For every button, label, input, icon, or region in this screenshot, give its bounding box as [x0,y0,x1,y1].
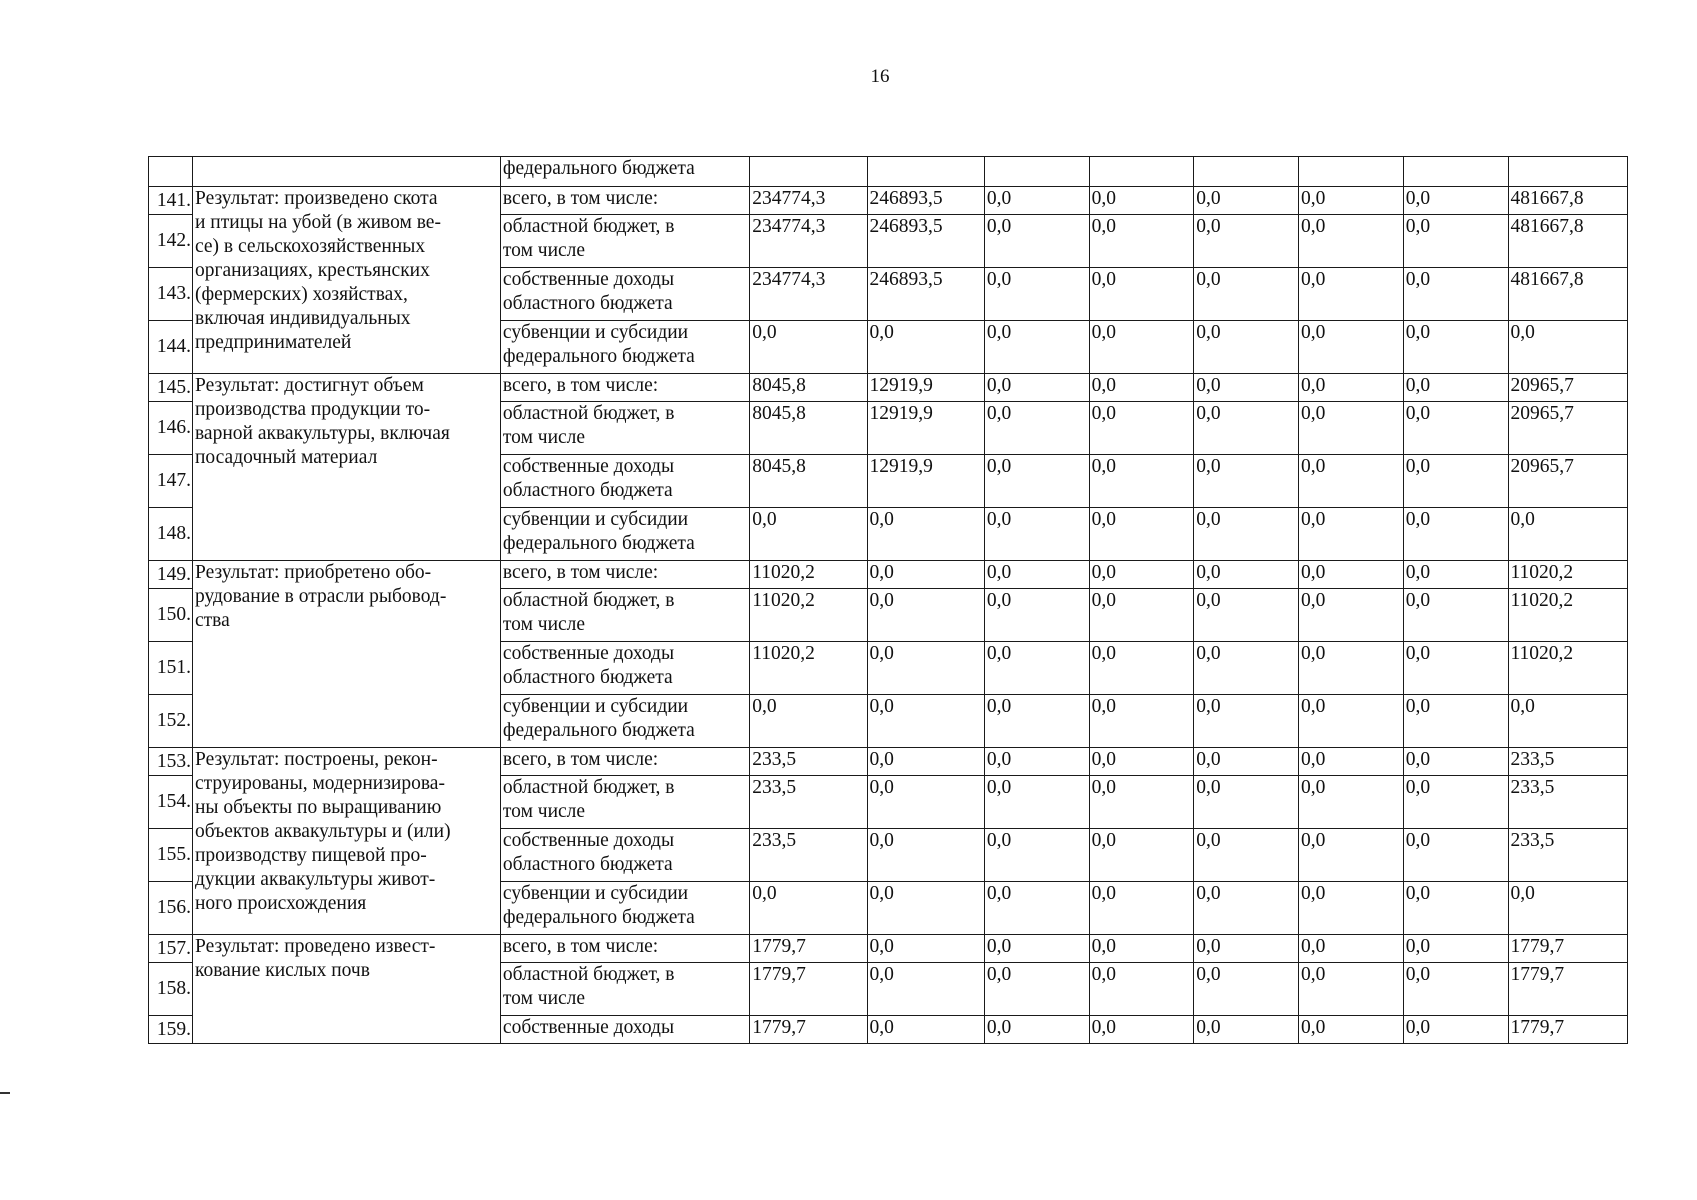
value-cell: 233,5 [750,829,867,882]
value-cell: 0,0 [1194,561,1299,589]
total-value-cell: 233,5 [1508,748,1628,776]
row-number-cell: 155. [149,829,193,882]
value-cell: 0,0 [1299,695,1404,748]
total-value-cell: 20965,7 [1508,455,1628,508]
row-number-cell: 151. [149,642,193,695]
total-value-cell: 11020,2 [1508,561,1628,589]
funding-source-cell: федерального бюджета [500,157,749,187]
budget-table-wrapper [148,156,1628,1044]
result-description-cell [192,187,500,374]
funding-source-text: всего, в том числе: [502,188,659,209]
value-cell: 0,0 [1089,829,1194,882]
funding-source-text: всего, в том числе: [502,375,659,396]
value-cell: 234774,3 [750,268,867,321]
value-cell: 0,0 [984,374,1089,402]
table-body [149,157,1628,1044]
value-cell: 0,0 [984,561,1089,589]
value-cell: 0,0 [1194,321,1299,374]
value-cell: 0,0 [984,455,1089,508]
value-cell: 246893,5 [867,215,984,268]
funding-source-cell [500,402,749,455]
row-number-cell: 153. [149,748,193,776]
scan-artifact-mark [0,1092,10,1094]
funding-source-text: собственные доходы областного бюджета [502,456,675,501]
value-cell: 0,0 [1089,561,1194,589]
value-cell: 0,0 [867,695,984,748]
value-cell: 0,0 [1089,402,1194,455]
funding-source-cell [500,321,749,374]
value-cell: 0,0 [1299,748,1404,776]
value-cell: 246893,5 [867,187,984,215]
value-cell: 11020,2 [750,642,867,695]
row-number-cell: 152. [149,695,193,748]
value-cell: 0,0 [1403,215,1508,268]
funding-source-cell [500,748,749,776]
funding-source-text: субвенции и субсидии федерального бюджета [502,696,695,741]
total-value-cell: 1779,7 [1508,935,1628,963]
value-cell: 0,0 [1403,829,1508,882]
row-number-cell: 149. [149,561,193,589]
value-cell: 0,0 [1299,935,1404,963]
funding-source-cell [500,829,749,882]
value-cell: 0,0 [984,187,1089,215]
value-cell: 0,0 [1194,374,1299,402]
funding-source-text: собственные доходы областного бюджета [502,269,675,314]
value-cell [750,157,867,187]
funding-source-text: собственные доходы областного бюджета [502,830,675,875]
value-cell: 0,0 [1403,187,1508,215]
row-number-cell: 141. [149,187,193,215]
value-cell: 0,0 [1089,1016,1194,1044]
value-cell: 0,0 [1299,402,1404,455]
value-cell: 0,0 [1194,187,1299,215]
value-cell: 0,0 [867,642,984,695]
table-header-continuation-row [149,157,1628,187]
total-value-cell: 11020,2 [1508,589,1628,642]
value-cell: 0,0 [1403,589,1508,642]
table-row [149,561,1628,589]
value-cell: 0,0 [1089,268,1194,321]
funding-source-cell [500,187,749,215]
total-value-cell: 20965,7 [1508,374,1628,402]
value-cell: 0,0 [867,561,984,589]
value-cell: 0,0 [1194,589,1299,642]
value-cell [1403,157,1508,187]
value-cell: 0,0 [867,963,984,1016]
value-cell [1089,157,1194,187]
table-row [149,374,1628,402]
value-cell: 0,0 [984,935,1089,963]
value-cell: 0,0 [984,1016,1089,1044]
value-cell: 0,0 [1089,882,1194,935]
total-value-cell: 0,0 [1508,508,1628,561]
value-cell: 0,0 [1403,508,1508,561]
total-value-cell: 0,0 [1508,321,1628,374]
value-cell: 0,0 [1403,882,1508,935]
value-cell: 11020,2 [750,589,867,642]
result-description-text: Результат: построены, рекон- струированы, модернизирова- ны объекты по выращиванию объектов аквакультуры и (или) производству пищевой про- дукции аквакультуры живот- ного происхождения [194,749,451,914]
budget-table [148,156,1628,1044]
row-number-cell: 150. [149,589,193,642]
value-cell: 0,0 [984,268,1089,321]
funding-source-text: всего, в том числе: [502,936,659,957]
total-value-cell: 0,0 [1508,695,1628,748]
value-cell: 0,0 [1299,1016,1404,1044]
value-cell: 0,0 [1194,695,1299,748]
value-cell: 0,0 [984,963,1089,1016]
result-description-text: Результат: проведено извест- кование кислых почв [194,936,436,981]
funding-source-cell [500,963,749,1016]
row-number-cell: 142. [149,215,193,268]
value-cell: 0,0 [1403,321,1508,374]
value-cell: 0,0 [984,695,1089,748]
value-cell: 0,0 [867,882,984,935]
value-cell: 0,0 [1403,935,1508,963]
funding-source-text: областной бюджет, в том числе [502,403,675,448]
value-cell: 0,0 [1089,215,1194,268]
funding-source-text: областной бюджет, в том числе [502,216,675,261]
row-number-cell: 143. [149,268,193,321]
value-cell: 0,0 [984,748,1089,776]
row-number-cell: 156. [149,882,193,935]
value-cell: 0,0 [1089,776,1194,829]
value-cell: 0,0 [750,321,867,374]
value-cell: 0,0 [1089,935,1194,963]
value-cell: 0,0 [1089,321,1194,374]
funding-source-cell [500,935,749,963]
funding-source-cell [500,642,749,695]
value-cell: 0,0 [1194,748,1299,776]
row-number-cell: 159. [149,1016,193,1044]
value-cell: 0,0 [1089,695,1194,748]
value-cell: 0,0 [867,589,984,642]
value-cell: 12919,9 [867,402,984,455]
result-description-text: Результат: произведено скота и птицы на убой (в живом ве- се) в сельскохозяйственных организациях, крестьянских (фермерских) хозяйствах, включая индивидуальных предпринимателей [194,188,441,353]
result-cell [192,157,500,187]
value-cell: 0,0 [1299,187,1404,215]
value-cell: 233,5 [750,748,867,776]
value-cell: 0,0 [1299,642,1404,695]
value-cell: 0,0 [1299,455,1404,508]
funding-source-cell [500,695,749,748]
value-cell: 8045,8 [750,374,867,402]
value-cell: 0,0 [1403,1016,1508,1044]
total-value-cell: 233,5 [1508,829,1628,882]
row-number-cell: 148. [149,508,193,561]
value-cell: 0,0 [867,321,984,374]
row-number-cell: 158. [149,963,193,1016]
total-value-cell: 481667,8 [1508,215,1628,268]
value-cell: 233,5 [750,776,867,829]
total-value-cell: 1779,7 [1508,963,1628,1016]
funding-source-cell [500,374,749,402]
value-cell: 0,0 [984,402,1089,455]
value-cell: 0,0 [867,829,984,882]
value-cell: 0,0 [1403,748,1508,776]
value-cell: 0,0 [1194,508,1299,561]
value-cell: 0,0 [984,882,1089,935]
funding-source-cell [500,561,749,589]
value-cell: 0,0 [1299,268,1404,321]
result-description-cell [192,935,500,1044]
funding-source-text: собственные доходы областного бюджета [502,643,675,688]
value-cell: 0,0 [984,508,1089,561]
value-cell: 0,0 [1089,748,1194,776]
value-cell: 0,0 [984,589,1089,642]
value-cell: 0,0 [1299,508,1404,561]
funding-source-cell [500,589,749,642]
funding-source-text: субвенции и субсидии федерального бюджета [502,509,695,554]
value-cell: 0,0 [1403,963,1508,1016]
value-cell: 8045,8 [750,455,867,508]
value-cell: 0,0 [1403,642,1508,695]
value-cell: 0,0 [984,829,1089,882]
total-value-cell: 1779,7 [1508,1016,1628,1044]
result-description-cell [192,561,500,748]
row-number-cell: 145. [149,374,193,402]
value-cell: 0,0 [1089,508,1194,561]
value-cell: 0,0 [1194,1016,1299,1044]
value-cell [1194,157,1299,187]
value-cell: 0,0 [1089,187,1194,215]
value-cell: 0,0 [1194,935,1299,963]
value-cell: 0,0 [1299,215,1404,268]
funding-source-cell [500,268,749,321]
value-cell: 0,0 [1194,268,1299,321]
value-cell: 0,0 [1194,963,1299,1016]
value-cell: 0,0 [984,321,1089,374]
total-value-cell: 481667,8 [1508,187,1628,215]
table-row [149,187,1628,215]
value-cell: 0,0 [1403,402,1508,455]
page-number: 16 [870,66,890,87]
value-cell: 0,0 [1194,776,1299,829]
value-cell: 0,0 [1299,829,1404,882]
value-cell: 0,0 [1089,642,1194,695]
funding-source-cell [500,882,749,935]
row-number-cell: 147. [149,455,193,508]
value-cell: 0,0 [1089,455,1194,508]
value-cell: 0,0 [1403,268,1508,321]
value-cell: 0,0 [1403,561,1508,589]
value-cell: 0,0 [1299,776,1404,829]
row-number-cell: 157. [149,935,193,963]
value-cell: 0,0 [1089,963,1194,1016]
funding-source-text: собственные доходы [502,1017,675,1038]
value-cell: 0,0 [867,935,984,963]
result-description-text: Результат: приобретено обо- рудование в отрасли рыбовод- ства [194,562,447,631]
value-cell: 0,0 [750,882,867,935]
funding-source-text: всего, в том числе: [502,562,659,583]
value-cell: 0,0 [984,642,1089,695]
value-cell: 12919,9 [867,374,984,402]
value-cell: 0,0 [1299,321,1404,374]
value-cell: 234774,3 [750,187,867,215]
value-cell: 12919,9 [867,455,984,508]
value-cell: 246893,5 [867,268,984,321]
value-cell: 0,0 [1089,589,1194,642]
value-cell: 1779,7 [750,1016,867,1044]
result-description-cell [192,374,500,561]
value-cell: 0,0 [1194,215,1299,268]
value-cell: 0,0 [1194,402,1299,455]
value-cell: 0,0 [1194,642,1299,695]
value-cell: 0,0 [1194,455,1299,508]
table-row [149,748,1628,776]
funding-source-text: субвенции и субсидии федерального бюджета [502,883,695,928]
funding-source-cell [500,455,749,508]
funding-source-text: субвенции и субсидии федерального бюджета [502,322,695,367]
total-value-cell: 11020,2 [1508,642,1628,695]
total-value-cell: 233,5 [1508,776,1628,829]
row-number-cell: 154. [149,776,193,829]
value-cell: 0,0 [867,776,984,829]
value-cell: 8045,8 [750,402,867,455]
funding-source-text: всего, в том числе: [502,749,659,770]
value-cell: 0,0 [867,1016,984,1044]
total-value-cell: 481667,8 [1508,268,1628,321]
funding-source-text: областной бюджет, в том числе [502,590,675,635]
funding-source-cell [500,1016,749,1044]
value-cell: 0,0 [867,508,984,561]
value-cell: 0,0 [1403,776,1508,829]
total-value-cell: 20965,7 [1508,402,1628,455]
value-cell: 0,0 [1403,455,1508,508]
value-cell: 0,0 [1194,882,1299,935]
value-cell: 0,0 [984,776,1089,829]
value-cell: 0,0 [1299,882,1404,935]
value-cell: 0,0 [1299,561,1404,589]
value-cell: 0,0 [984,215,1089,268]
value-cell: 0,0 [1299,963,1404,1016]
value-cell [1299,157,1404,187]
funding-source-cell [500,508,749,561]
value-cell: 1779,7 [750,963,867,1016]
value-cell: 234774,3 [750,215,867,268]
value-cell [984,157,1089,187]
funding-source-text: областной бюджет, в том числе [502,964,675,1009]
total-value-cell: 0,0 [1508,882,1628,935]
value-cell: 0,0 [1089,374,1194,402]
row-number-cell [149,157,193,187]
row-number-cell: 144. [149,321,193,374]
result-description-text: Результат: достигнут объем производства продукции то- варной аквакультуры, включая посадочный материал [194,375,450,468]
funding-source-cell [500,776,749,829]
result-description-cell [192,748,500,935]
value-cell: 0,0 [867,748,984,776]
value-cell: 11020,2 [750,561,867,589]
value-cell: 0,0 [1299,374,1404,402]
funding-source-cell [500,215,749,268]
value-cell: 1779,7 [750,935,867,963]
row-number-cell: 146. [149,402,193,455]
value-cell: 0,0 [1299,589,1404,642]
funding-source-text: областной бюджет, в том числе [502,777,675,822]
value-cell: 0,0 [750,695,867,748]
value-cell [1508,157,1628,187]
value-cell: 0,0 [750,508,867,561]
value-cell: 0,0 [1194,829,1299,882]
value-cell: 0,0 [1403,695,1508,748]
value-cell [867,157,984,187]
value-cell: 0,0 [1403,374,1508,402]
table-row [149,935,1628,963]
